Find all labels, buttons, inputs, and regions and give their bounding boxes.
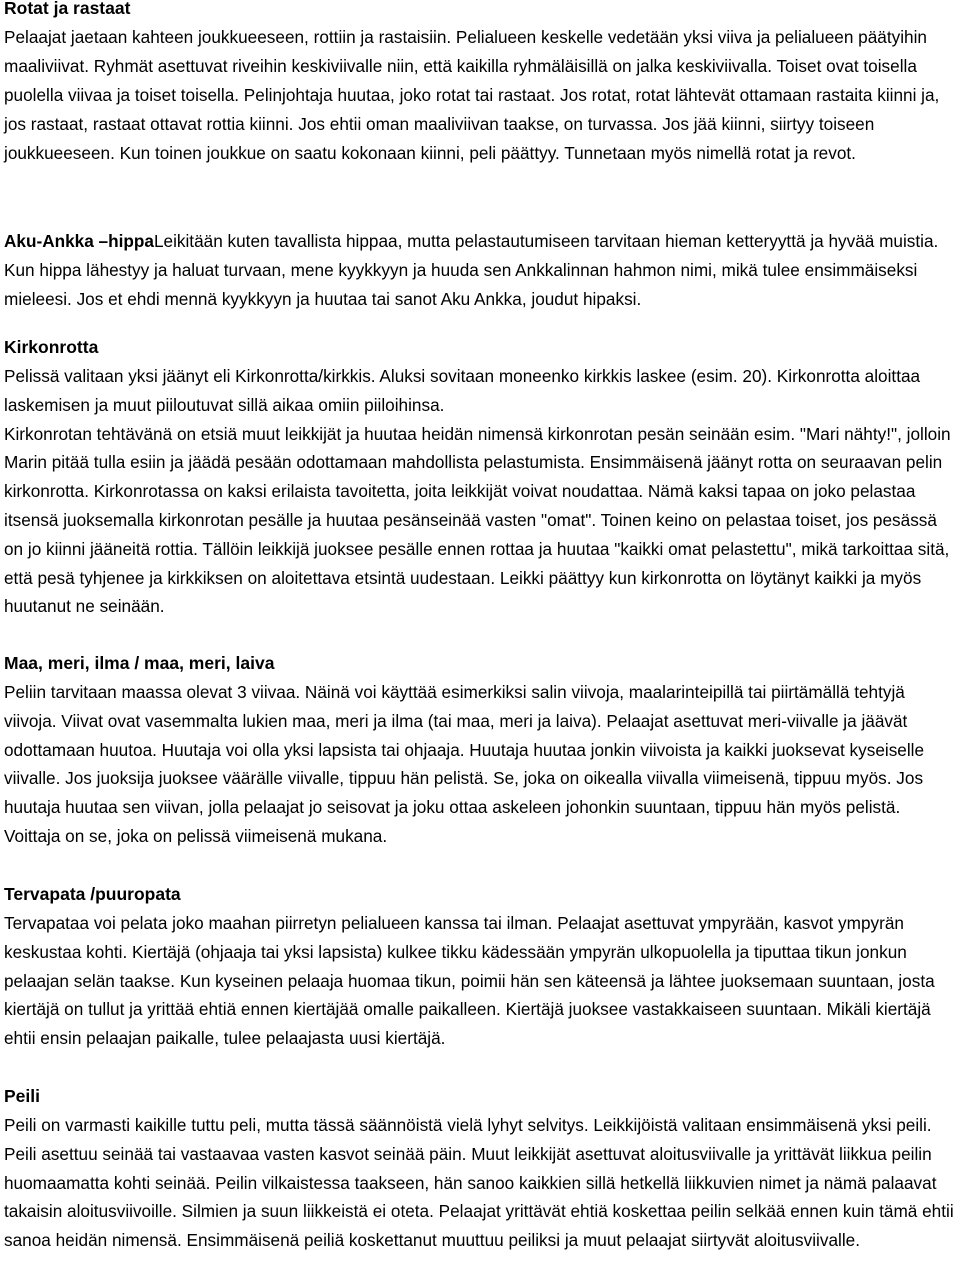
section-tervapata — [4, 880, 956, 1053]
section-title: Kirkonrotta — [4, 337, 99, 357]
section-aku-ankka-hippa — [4, 227, 956, 313]
section-body-2: Kirkonrotan tehtävänä on etsiä muut leikkijät ja huutaa heidän nimensä kirkonrotan pesän seinään esim. "Mari nähty!", jolloin Marin pitää tulla esiin ja jäädä pesään odottamaan mahdollista pelastumista. Ensimmäisenä jäänyt rotta on seuraavan pelin kirkonrotta. Kirkonrotassa on kaksi erilaista tavoitetta, joita leikkijät voivat noudattaa. Nämä kaksi tapaa on joko pelastaa itsensä juoksemalla kirkonrotan pesälle ja huutaa pesänseinää vasten "omat". Toinen keino on pelastaa toiset, jos pesässä on jo kiinni jääneitä rottia. Tällöin leikkijä juoksee pesälle ennen rottaa ja huutaa "kaikki omat pelastettu", mikä tarkoittaa sitä, että pesä tyhjenee ja kirkkiksen on aloitettava etsintä uudestaan. Leikki päättyy kun kirkonrotta on löytänyt kaikki ja myös huutanut ne seinään. — [4, 423, 951, 617]
section-paragraph — [4, 227, 956, 313]
section-title: Aku-Ankka –hippa — [4, 231, 154, 251]
section-body: Peliin tarvitaan maassa olevat 3 viivaa. Näinä voi käyttää esimerkiksi salin viivoja, maalarinteipillä tai piirtämällä tehtyjä viivoja. Viivat ovat vasemmalta lukien maa, meri ja ilma (tai maa, meri ja laiva). Pelaajat asettuvat meri-viivalle ja jäävät odottamaan huutoa. Huutaja voi olla yksi lapsista tai ohjaaja. Huutaja huutaa jonkin viivoista ja kaikki juoksevat kyseiselle viivalle. Jos juoksija juoksee väärälle viivalle, tippuu hän pelistä. Se, joka on oikealla viivalla viimeisenä, tippuu myös. Jos huutaja huutaa sen viivan, jolla pelaajat jo seisovat ja joku ottaa askeleen johonkin suuntaan, tippuu hän myös pelistä. Voittaja on se, joka on pelissä viimeisenä mukana. — [4, 682, 925, 846]
section-body: Peili on varmasti kaikille tuttu peli, mutta tässä säännöistä vielä lyhyt selvitys. Leikkijöistä valitaan ensimmäisenä yksi peili. Peili asettuu seinää tai vastaavaa vasten kasvot seinää päin. Muut leikkijät asettuvat aloitusviivalle ja yrittävät liikkua peilin huomaamatta kohti seinää. Peilin vilkaistessa taakseen, hän sanoo kaikkien sillä hetkellä liikkuvien nimet ja nämä palaavat takaisin aloitusviivoille. Silmien ja suun liikkeistä ei oteta. Pelaajat yrittävät ehtiä koskettaa peilin selkää ennen kuin tämä ehtii sanoa heidän nimensä. Ensimmäisenä peiliä koskettanut muuttuu peiliksi ja muut pelaajat siirtyvät aloitusviivalle. — [4, 1115, 954, 1251]
section-body-1: Pelissä valitaan yksi jäänyt eli Kirkonrotta/kirkkis. Aluksi sovitaan moneenko kirkkis laskee (esim. 20). Kirkonrotta aloittaa laskemisen ja muut piiloutuvat sillä aikaa omiin piiloihinsa. — [4, 366, 921, 415]
section-peili — [4, 1082, 956, 1255]
section-title: Tervapata /puuropata — [4, 884, 181, 904]
section-title: Peili — [4, 1086, 40, 1106]
section-maa-meri-ilma — [4, 649, 956, 851]
section-body: Leikitään kuten tavallista hippaa, mutta pelastautumiseen tarvitaan hieman ketteryyttä ja hyvää muistia. Kun hippa lähestyy ja haluat turvaan, mene kyykkyyn ja huuda sen Ankkalinnan hahmon nimi, mikä tulee ensimmäiseksi mieleesi. Jos et ehdi mennä kyykkyyn ja huutaa tai sanot Aku Ankka, joudut hipaksi. — [4, 231, 939, 309]
section-rotat-ja-rastaat — [4, 0, 956, 168]
section-title: Maa, meri, ilma / maa, meri, laiva — [4, 653, 275, 673]
section-kirkonrotta — [4, 333, 956, 621]
section-body: Pelaajat jaetaan kahteen joukkueeseen, rottiin ja rastaisiin. Pelialueen keskelle vedetään yksi viiva ja pelialueen päätyihin maaliviivat. Ryhmät asettuvat riveihin keskiviivalle niin, että kaikilla ryhmäläisillä on jalka keskiviivalla. Toiset ovat toisella puolella viivaa ja toiset toisella. Pelinjohtaja huutaa, joko rotat tai rastaat. Jos rotat, rotat lähtevät ottamaan rastaita kiinni ja, jos rastaat, rastaat ottavat rottia kiinni. Jos ehtii oman maaliviivan taakse, on turvassa. Jos jää kiinni, siirtyy toiseen joukkueeseen. Kun toinen joukkue on saatu kokonaan kiinni, peli päättyy. Tunnetaan myös nimellä rotat ja revot. — [4, 27, 940, 163]
section-body: Tervapataa voi pelata joko maahan piirretyn pelialueen kanssa tai ilman. Pelaajat asettuvat ympyrään, kasvot ympyrän keskustaa kohti. Kiertäjä (ohjaaja tai yksi lapsista) kulkee tikku kädessään ympyrän ulkopuolella ja tiputtaa tikun jonkun pelaajan selän taakse. Kun kyseinen pelaaja huomaa tikun, poimii hän sen käteensä ja lähtee juoksemaan suuntaan, josta kiertäjä on tullut ja yrittää ehtiä ennen kiertäjää omalle paikalleen. Kiertäjä juoksee vastakkaiseen suuntaan. Mikäli kiertäjä ehtii ensin pelaajan paikalle, tulee pelaajasta uusi kiertäjä. — [4, 913, 935, 1049]
section-title: Rotat ja rastaat — [4, 0, 131, 18]
